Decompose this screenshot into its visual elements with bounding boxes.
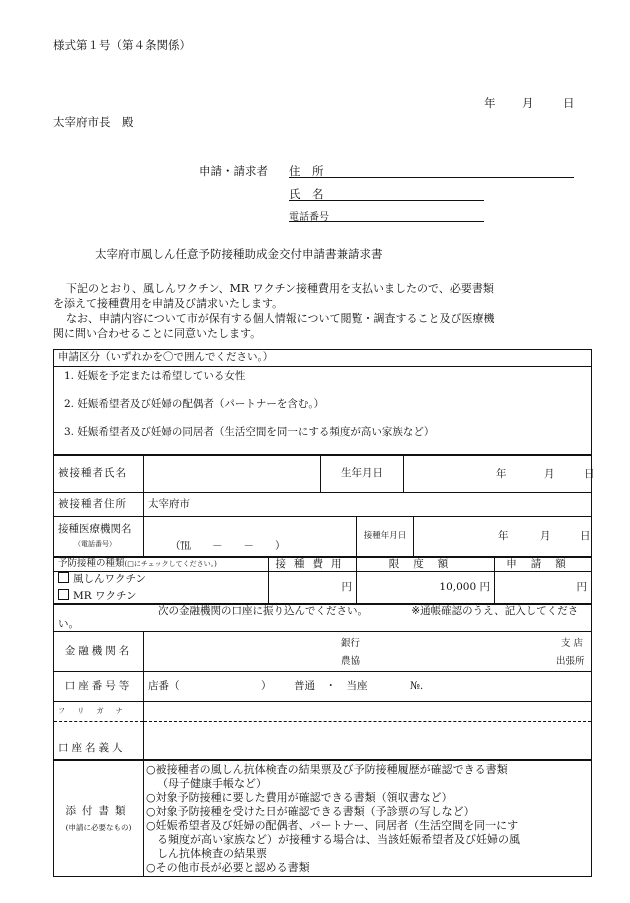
recipient-name-label: 被接種者氏名 <box>54 455 144 493</box>
applicant-name-label: 氏 名 <box>289 187 324 201</box>
bank-name-row <box>54 632 592 672</box>
vaccine-request-field[interactable] <box>495 571 592 604</box>
bank-note <box>54 604 592 632</box>
vaccine-limit-value: 10,000 円 <box>357 571 495 604</box>
application-form-table <box>53 349 595 877</box>
vaccine-option-mr[interactable] <box>58 589 264 603</box>
bank-note-right: ※通帳確認のうえ、記入してください。 <box>58 605 579 631</box>
vaccine-limit-header: 限度額 <box>357 557 495 572</box>
intro-para1-line1: 下記のとおり、風しんワクチン、MR ワクチン接種費用を支払いましたので、必要書類 <box>66 282 494 295</box>
vaccine-request-yen: 円 <box>576 580 587 593</box>
account-holder-label: 口座名義人 <box>58 742 126 755</box>
vaccine-options <box>54 571 269 604</box>
attachment-item: ○その他市長が必要と認める書類 <box>146 860 310 874</box>
mr-label: MR ワクチン <box>73 589 137 602</box>
vaccine-request-header: 申請額 <box>495 557 592 572</box>
furigana-label: フ リ ガ ナ <box>54 702 143 722</box>
form-number: 様式第１号（第４条関係） <box>53 38 191 52</box>
category-header: 申請区分（いずれかを〇で囲んでください。） <box>54 350 592 367</box>
category-header-row <box>54 350 592 367</box>
account-number-label: №. <box>410 679 424 692</box>
applicant-address-field[interactable] <box>289 177 574 178</box>
account-holder-row <box>54 702 592 761</box>
attachment-item: ○対象予防接種に要した費用が確認できる書類（領収書など） <box>146 790 453 804</box>
intro-para1-line2: を添えて接種費用を申請及び請求いたします。 <box>53 297 284 310</box>
applicant-role-label: 申請・請求者 <box>199 164 268 178</box>
intro-para2-line2: 関に問い合わせることに同意いたします。 <box>53 327 262 340</box>
furigana-field[interactable] <box>144 702 591 722</box>
attachment-item-cont: しん抗体検査の結果票 <box>157 846 267 860</box>
recipient-address-row <box>54 493 592 517</box>
bank-type-coop: 農協 <box>341 655 361 667</box>
vaccine-option-rubella[interactable] <box>58 572 264 586</box>
category-options <box>54 367 592 455</box>
applicant-address-label: 住 所 <box>289 164 324 178</box>
account-holder-label-cell <box>54 702 144 761</box>
attachments-label: 添付書類 <box>65 805 132 818</box>
branch-number-label: 店番（ <box>148 679 180 692</box>
addressee: 太宰府市長 殿 <box>53 115 134 129</box>
date-month-label: 月 <box>522 96 534 110</box>
recipient-address-label: 被接種者住所 <box>54 493 144 517</box>
category-option-2[interactable]: 2. 妊娠希望者及び妊婦の配偶者（パートナーを含む。） <box>64 398 325 411</box>
clinic-date-year: 年 <box>498 530 509 543</box>
account-field[interactable] <box>144 672 592 702</box>
recipient-dob-field[interactable] <box>404 455 595 493</box>
vaccine-cost-yen: 円 <box>341 580 352 593</box>
bank-note-row <box>54 604 592 632</box>
branch-number-close: ） <box>261 679 272 692</box>
recipient-name-row <box>54 455 592 493</box>
rubella-label: 風しんワクチン <box>73 572 146 585</box>
rubella-checkbox[interactable] <box>58 572 69 583</box>
date-year-label: 年 <box>484 96 496 110</box>
clinic-date-day: 日 <box>580 530 591 543</box>
clinic-row <box>54 517 592 557</box>
attachment-item-cont: （母子健康手帳など） <box>157 776 267 790</box>
clinic-date-field[interactable] <box>414 517 592 557</box>
bank-branch-office: 支 店 <box>561 637 584 649</box>
attachments-row <box>54 760 592 876</box>
bank-branch-sub: 出張所 <box>556 655 585 667</box>
category-option-3[interactable]: 3. 妊娠希望者及び妊婦の同居者（生活空間を同一にする頻度が高い家族など） <box>64 426 435 439</box>
applicant-phone-label: 電話番号 <box>289 212 329 223</box>
vaccine-cost-header: 接種費用 <box>269 557 357 572</box>
bank-note-left: 次の金融機関の口座に振り込んでください。 <box>158 605 368 618</box>
attachments-list <box>144 760 592 876</box>
mr-checkbox[interactable] <box>58 589 69 600</box>
vaccine-type-note: (□にチェックしてください。) <box>124 560 217 569</box>
date-day-label: 日 <box>563 96 575 110</box>
account-holder-field[interactable] <box>144 722 591 759</box>
clinic-phone-sublabel: （電話番号） <box>74 540 116 549</box>
intro-para2-line1: なお、申請内容について市が保有する個人情報について閲覧・調査すること及び医療機 <box>66 312 495 325</box>
recipient-dob-day: 日 <box>584 467 595 480</box>
clinic-date-label: 接種年月日 <box>357 517 414 557</box>
vaccine-values-row <box>54 571 592 604</box>
account-row <box>54 672 592 702</box>
account-holder-field-cell <box>144 702 592 761</box>
vaccine-type-header <box>54 557 269 572</box>
bank-name-field[interactable] <box>144 632 592 672</box>
recipient-dob-year: 年 <box>496 467 507 480</box>
clinic-field[interactable] <box>144 517 357 557</box>
applicant-name-field[interactable] <box>289 200 484 201</box>
form-title: 太宰府市風しん任意予防接種助成金交付申請書兼請求書 <box>95 247 383 261</box>
attachment-item: ○被接種者の風しん抗体検査の結果票及び予防接種履歴が確認できる書類 <box>146 762 508 776</box>
account-type[interactable]: 普通 ・ 当座 <box>294 679 368 692</box>
attachment-item: ○妊娠希望者及び妊婦の配偶者、パートナー、同居者（生活空間を同一にす <box>146 818 519 832</box>
attachments-label-cell <box>54 760 144 876</box>
clinic-label-cell <box>54 517 144 557</box>
clinic-label: 接種医療機関名 <box>58 523 132 536</box>
attachment-item-cont: る頻度が高い家族など）が接種する場合は、当該妊娠希望者及び妊婦の風 <box>157 832 520 846</box>
bank-name-label: 金融機関名 <box>54 632 144 672</box>
recipient-name-field[interactable] <box>144 455 321 493</box>
vaccine-header-row <box>54 557 592 572</box>
recipient-address-field[interactable]: 太宰府市 <box>144 493 592 517</box>
clinic-date-month: 月 <box>540 530 551 543</box>
bank-type-bank: 銀行 <box>341 637 361 649</box>
recipient-dob-month: 月 <box>544 467 555 480</box>
clinic-phone-field[interactable]: （℡ － － ） <box>170 540 286 553</box>
category-options-row <box>54 367 592 455</box>
attachment-item: ○対象予防接種を受けた日が確認できる書類（予診票の写しなど） <box>146 804 475 818</box>
vaccine-cost-field[interactable] <box>269 571 357 604</box>
attachments-sublabel: (申請に必要なもの) <box>65 822 132 832</box>
vaccine-type-label: 予防接種の種類 <box>58 558 125 570</box>
category-option-1[interactable]: 1. 妊娠を予定または希望している女性 <box>64 370 246 382</box>
applicant-phone-field[interactable] <box>289 221 484 222</box>
recipient-dob-label: 生年月日 <box>321 455 404 493</box>
account-label: 口座番号等 <box>54 672 144 702</box>
